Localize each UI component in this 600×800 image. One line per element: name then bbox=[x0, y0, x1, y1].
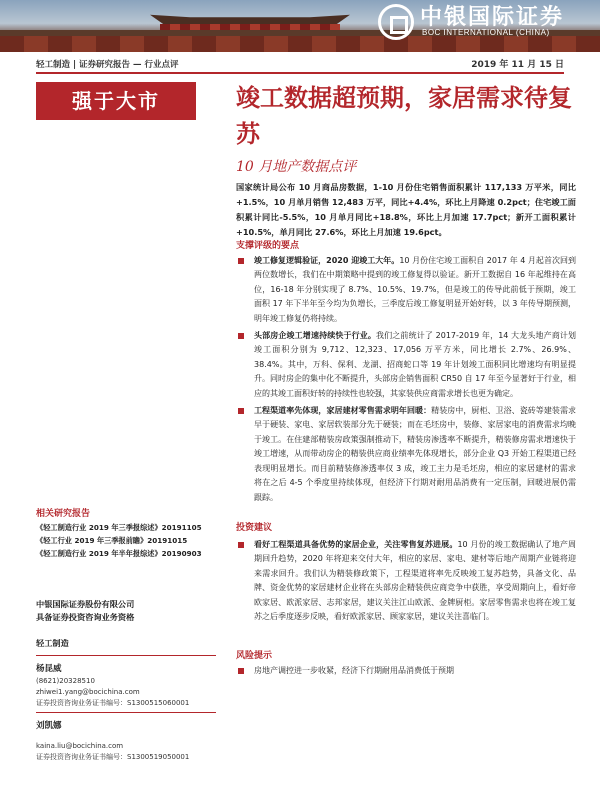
list-item bbox=[236, 538, 576, 624]
rating-badge: 强于大市 bbox=[36, 82, 196, 120]
point-headline: 竣工修复逻辑验证，2020 迎竣工大年。 bbox=[254, 256, 400, 265]
points-list bbox=[236, 254, 576, 508]
department-block bbox=[36, 638, 216, 656]
list-item bbox=[236, 254, 576, 326]
header-banner bbox=[0, 0, 600, 52]
related-reports bbox=[36, 506, 216, 560]
brand-name-en: BOC INTERNATIONAL (CHINA) bbox=[422, 28, 550, 37]
bullet-square-icon bbox=[238, 408, 244, 414]
brand-name-cn: 中银国际证券 bbox=[420, 4, 565, 30]
related-report-link[interactable]: 《轻工制造行业 2019 年半年报综述》20190903 bbox=[36, 549, 202, 558]
list-item bbox=[236, 664, 576, 678]
department-name: 轻工制造 bbox=[36, 638, 69, 648]
list-item bbox=[236, 329, 576, 401]
company-name: 中银国际证券股份有限公司 bbox=[36, 599, 135, 609]
analyst-card bbox=[36, 662, 216, 709]
point-text: 我们之前统计了 2017-2019 年，14 大龙头地产商计划竣工面积分别为 9,712、12,323、17,056 万平方米，同比增长 2.7%、26.9%、38.4%。其中，万科、保利、龙湖、招商蛇口等 19 年计划竣工面积同比增速均有明显提升。同时房企的集中化不断提升，头部房企销售面积 CR50 自 17 年至今显著好于行业，相应的其竣工面积好转的持续性也较强，其家装供应商需求增长也更为确定。 bbox=[254, 331, 577, 398]
boc-logo-icon bbox=[378, 4, 414, 40]
bullet-square-icon bbox=[238, 668, 244, 674]
invest-text: 10 月份的竣工数据确认了地产周期回升趋势，2020 年将迎来交付大年，相应的家居、家电、建材等后地产周期产业链将迎来需求回升。我们认为精装修政策下，工程渠道将率先反映竣工复苏趋势，具备文化、品牌、资金优势的家居建材企业将在头部房企精装供应商竞争中获胜，享受周期向上，看好帝欧家居、欧派家居、志邦家居，建议关注江山欧派、金牌厨柜。家居零售需求也将在竣工复苏之后季度逐步反映，看好欧派家居、顾家家居，建议关注喜临门。 bbox=[254, 540, 576, 622]
company-qualification: 具备证券投资咨询业务资格 bbox=[36, 612, 135, 622]
related-heading: 相关研究报告 bbox=[36, 509, 91, 519]
point-headline: 工程渠道率先体现，家居建材零售需求明年回暖： bbox=[254, 406, 432, 416]
analyst-cert: 证券投资咨询业务证书编号：S1300515060001 bbox=[36, 699, 190, 707]
invest-list bbox=[236, 538, 576, 627]
list-item bbox=[236, 404, 576, 505]
analyst-cert: 证券投资咨询业务证书编号：S1300519050001 bbox=[36, 753, 190, 761]
report-subtitle: 10 月地产数据点评 bbox=[236, 159, 357, 175]
bullet-square-icon bbox=[238, 258, 244, 264]
point-headline: 头部房企竣工增速持续快于行业。 bbox=[254, 331, 377, 341]
point-text: 10 月份住宅竣工面积自 2017 年 4 月起首次回到两位数增长，我们在中期策略中提到的竣工修复得以验证。新开工数据自 16 年起维持在高位，16-18 年分别实现了 8.7%、10.5%、19.7%，但是竣工的传导此前低于预期，竣工面积 17 年下半年至今均为负增长，三季度后竣工修复明显开始好转，以 3 年传导期预测，明年竣工修复仍将持续。 bbox=[254, 256, 577, 323]
report-date: 2019 年 11 月 15 日 bbox=[471, 60, 564, 70]
analyst-phone: (8621)20328510 bbox=[36, 677, 95, 685]
points-heading: 支撑评级的要点 bbox=[236, 241, 300, 251]
analyst-name: 刘凯娜 bbox=[36, 721, 62, 731]
risk-heading: 风险提示 bbox=[236, 651, 273, 661]
risk-list bbox=[236, 664, 576, 681]
analyst-email[interactable]: kaina.liu@bocichina.com bbox=[36, 742, 124, 750]
invest-headline: 看好工程渠道具备优势的家居企业，关注零售复苏进展。 bbox=[254, 540, 458, 549]
report-info-bar bbox=[36, 56, 564, 74]
related-report-link[interactable]: 《轻工制造行业 2019 年三季报综述》20191105 bbox=[36, 523, 202, 532]
analyst-name: 杨昆威 bbox=[36, 664, 62, 674]
lead-summary: 国家统计局公布 10 月商品房数据，1-10 月份住宅销售面积累计 117,133 万平米，同比+1.5%，10 月单月销售 12,483 万平，同比+4.4%，环比上月降速 0.2pct；住宅竣工面积累计同比-5.5%，10 月单月同比+18.8%，环比上月加速 17.7pct；新开工面积累计+10.5%，单月同比 27.6%，环比上月加速 19.6pct。 bbox=[236, 182, 576, 237]
palace-wall-illustration bbox=[0, 36, 600, 52]
analyst-email[interactable]: zhiwei1.yang@bocichina.com bbox=[36, 688, 140, 696]
sidebar-divider bbox=[36, 712, 216, 713]
related-report-link[interactable]: 《轻工行业 2019 年三季报前瞻》20191015 bbox=[36, 536, 188, 545]
bullet-square-icon bbox=[238, 333, 244, 339]
analyst-card bbox=[36, 712, 216, 763]
company-block bbox=[36, 598, 216, 624]
report-category: 轻工制造 | 证券研究报告 — 行业点评 bbox=[36, 60, 179, 70]
point-text: 精装房中，厨柜、卫浴、瓷砖等建装需求早于硬装、家电、家居软装部分先于硬装；而在毛坯房中，装修、家居家电的消费需求均晚于竣工。在住建部精装房政策强制推动下，精装房渗透率不断提升，精装修房需求增速快于竣工增速，从而带动房企的精装供应商业绩率先体现增长，部分企业 Q3 开始工程渠道已经表现明显增长。而目前精装修渗透率仅 3 成，竣工主力是毛坯房，相应的家居建材的需求将在之后 4-5 个季度里持续体现，但经济下行期对耐用品消费有一定压制，回暖进展仍需跟踪。 bbox=[254, 406, 577, 502]
report-title: 竣工数据超预期，家居需求待复苏 bbox=[236, 83, 572, 148]
sidebar-divider bbox=[36, 655, 216, 656]
bullet-square-icon bbox=[238, 542, 244, 548]
invest-heading: 投资建议 bbox=[236, 523, 273, 533]
risk-text: 房地产调控进一步收紧，经济下行期耐用品消费低于预期 bbox=[254, 666, 454, 675]
